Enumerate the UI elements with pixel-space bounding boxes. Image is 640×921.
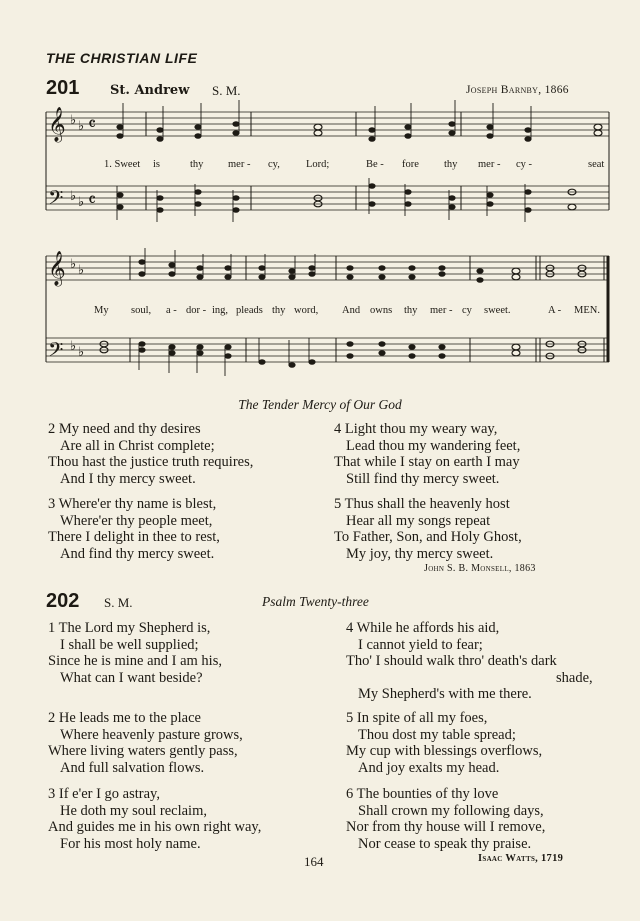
svg-text:𝄢: 𝄢 bbox=[48, 186, 64, 214]
lyric-syllable: cy bbox=[462, 305, 472, 316]
lyric-syllable: A - bbox=[548, 305, 562, 316]
lyric-syllable: thy bbox=[272, 305, 286, 316]
verse-2 bbox=[48, 710, 243, 776]
lyric-syllable: is bbox=[153, 159, 161, 170]
verse-line: Since he is mine and I am his, bbox=[48, 653, 222, 669]
verse-1 bbox=[48, 620, 222, 686]
verse-line: I cannot yield to fear; bbox=[358, 636, 483, 653]
verse-line: Tho' I should walk thro' death's dark bbox=[346, 653, 557, 669]
verse-line: 3 If e'er I go astray, bbox=[48, 786, 160, 802]
lyric-syllable: ing, bbox=[212, 305, 229, 316]
verse-line: Hear all my songs repeat bbox=[346, 512, 491, 529]
section-title: THE CHRISTIAN LIFE bbox=[46, 50, 198, 66]
svg-text:𝄞: 𝄞 bbox=[48, 107, 66, 142]
hymn-201-title: The Tender Mercy of Our God bbox=[238, 397, 402, 412]
lyric-syllable: mer - bbox=[478, 159, 501, 170]
hymn-201-tune-name: St. Andrew bbox=[110, 83, 190, 98]
lyric-syllable: Be - bbox=[366, 159, 384, 170]
clefs bbox=[48, 107, 96, 366]
lyric-syllable: sweet. bbox=[484, 305, 511, 316]
verse-4 bbox=[334, 421, 520, 487]
lyric-syllable: cy, bbox=[268, 159, 280, 170]
verse-line: Nor cease to speak thy praise. bbox=[358, 835, 532, 852]
verse-line: 6 The bounties of thy love bbox=[346, 786, 499, 802]
verse-line: To Father, Son, and Holy Ghost, bbox=[334, 529, 522, 545]
svg-text:♭: ♭ bbox=[70, 113, 77, 128]
lyric-syllable: word, bbox=[294, 305, 319, 316]
lyric-syllable: And bbox=[342, 305, 361, 316]
svg-text:𝄴: 𝄴 bbox=[88, 114, 97, 135]
hymn-202-title: Psalm Twenty-three bbox=[262, 594, 369, 609]
verse-line: 5 In spite of all my foes, bbox=[346, 710, 488, 726]
verse-line: And I thy mercy sweet. bbox=[60, 470, 196, 487]
verse-line: shade, bbox=[556, 669, 593, 686]
verse-4 bbox=[346, 620, 593, 703]
hymn-202-number: 202 bbox=[46, 590, 80, 612]
verse-line: I shall be well supplied; bbox=[60, 636, 199, 653]
lyric-syllable: thy bbox=[190, 159, 204, 170]
lyric-syllable: owns bbox=[370, 305, 393, 316]
svg-text:♭: ♭ bbox=[78, 195, 85, 210]
barlines bbox=[46, 112, 609, 362]
svg-text:♭: ♭ bbox=[70, 189, 77, 204]
verse-line: And guides me in his own right way, bbox=[48, 819, 262, 835]
note-stems bbox=[117, 100, 531, 376]
verse-line: Shall crown my following days, bbox=[358, 802, 544, 819]
verse-line: For his most holy name. bbox=[60, 835, 201, 852]
svg-text:♭: ♭ bbox=[78, 119, 85, 134]
verse-line: Are all in Christ complete; bbox=[60, 437, 215, 454]
verse-line: Where'er thy people meet, bbox=[60, 512, 213, 529]
verse-line: And joy exalts my head. bbox=[358, 759, 500, 776]
verse-line: Nor from thy house will I remove, bbox=[346, 819, 546, 835]
lyric-syllable: MEN. bbox=[574, 305, 600, 316]
lyric-syllable: thy bbox=[444, 159, 458, 170]
svg-text:♭: ♭ bbox=[78, 263, 85, 278]
hymn-201-number: 201 bbox=[46, 77, 80, 99]
lyric-syllable: a - bbox=[166, 305, 177, 316]
verse-line: He doth my soul reclaim, bbox=[60, 802, 207, 819]
verse-line: 5 Thus shall the heavenly host bbox=[334, 496, 510, 512]
verse-3 bbox=[48, 496, 220, 562]
lyric-syllable: thy bbox=[404, 305, 418, 316]
verse-line: Where living waters gently pass, bbox=[48, 743, 238, 759]
verse-line: Still find thy mercy sweet. bbox=[346, 470, 500, 487]
hymn-201-meter: S. M. bbox=[212, 83, 241, 98]
verse-line: My joy, thy mercy sweet. bbox=[346, 545, 494, 562]
verse-line: Lead thou my wandering feet, bbox=[346, 437, 521, 454]
lyric-syllable: pleads bbox=[236, 305, 263, 316]
svg-text:♭: ♭ bbox=[78, 345, 85, 360]
hymn-201-composer: Joseph Barnby, 1866 bbox=[466, 84, 569, 96]
verse-3 bbox=[48, 786, 261, 852]
verse-line: That while I stay on earth I may bbox=[334, 454, 520, 470]
lyric-syllable: mer - bbox=[228, 159, 251, 170]
hymn-202-meter: S. M. bbox=[104, 595, 133, 610]
hymn-201-author: John S. B. Monsell, 1863 bbox=[424, 563, 536, 574]
verse-line: 2 He leads me to the place bbox=[48, 710, 201, 726]
verse-line: My cup with blessings overflows, bbox=[346, 743, 543, 759]
verse-line: 3 Where'er thy name is blest, bbox=[48, 496, 217, 512]
verse-line: 1 The Lord my Shepherd is, bbox=[48, 620, 211, 636]
verse-5 bbox=[334, 496, 522, 562]
hymn-202-author: Isaac Watts, 1719 bbox=[478, 853, 564, 864]
verse-line: Where heavenly pasture grows, bbox=[60, 726, 243, 743]
svg-text:𝄢: 𝄢 bbox=[48, 338, 64, 366]
svg-text:𝄞: 𝄞 bbox=[48, 251, 66, 286]
lyric-syllable: Lord; bbox=[306, 159, 330, 170]
verse-5 bbox=[346, 710, 542, 776]
verse-line: What can I want beside? bbox=[60, 669, 203, 686]
page-number: 164 bbox=[304, 854, 324, 869]
verse-line: Thou dost my table spread; bbox=[358, 726, 516, 743]
lyric-syllable: soul, bbox=[131, 305, 152, 316]
verse-line: There I delight in thee to rest, bbox=[48, 529, 220, 545]
verse-line: And full salvation flows. bbox=[60, 759, 205, 776]
lyric-syllable: seat bbox=[588, 159, 605, 170]
lyric-syllable: My bbox=[94, 305, 109, 316]
verse-6 bbox=[346, 786, 545, 852]
verse-line: Thou hast the justice truth requires, bbox=[48, 454, 254, 470]
lyric-syllable: mer - bbox=[430, 305, 453, 316]
verse-2 bbox=[48, 421, 253, 487]
svg-text:𝄴: 𝄴 bbox=[88, 190, 97, 211]
verse-line: 4 Light thou my weary way, bbox=[334, 421, 498, 437]
verse-line: 2 My need and thy desires bbox=[48, 421, 201, 437]
lyric-syllable: 1. Sweet bbox=[104, 159, 141, 170]
verse-line: My Shepherd's with me there. bbox=[358, 686, 532, 702]
svg-text:♭: ♭ bbox=[70, 339, 77, 354]
lyric-syllable: fore bbox=[402, 159, 419, 170]
staff-lines bbox=[46, 112, 609, 362]
verse-line: And find thy mercy sweet. bbox=[60, 545, 215, 562]
svg-text:♭: ♭ bbox=[70, 257, 77, 272]
lyric-syllable: cy - bbox=[516, 159, 533, 170]
verse-line: 4 While he affords his aid, bbox=[346, 620, 500, 636]
lyric-syllable: dor - bbox=[186, 305, 207, 316]
